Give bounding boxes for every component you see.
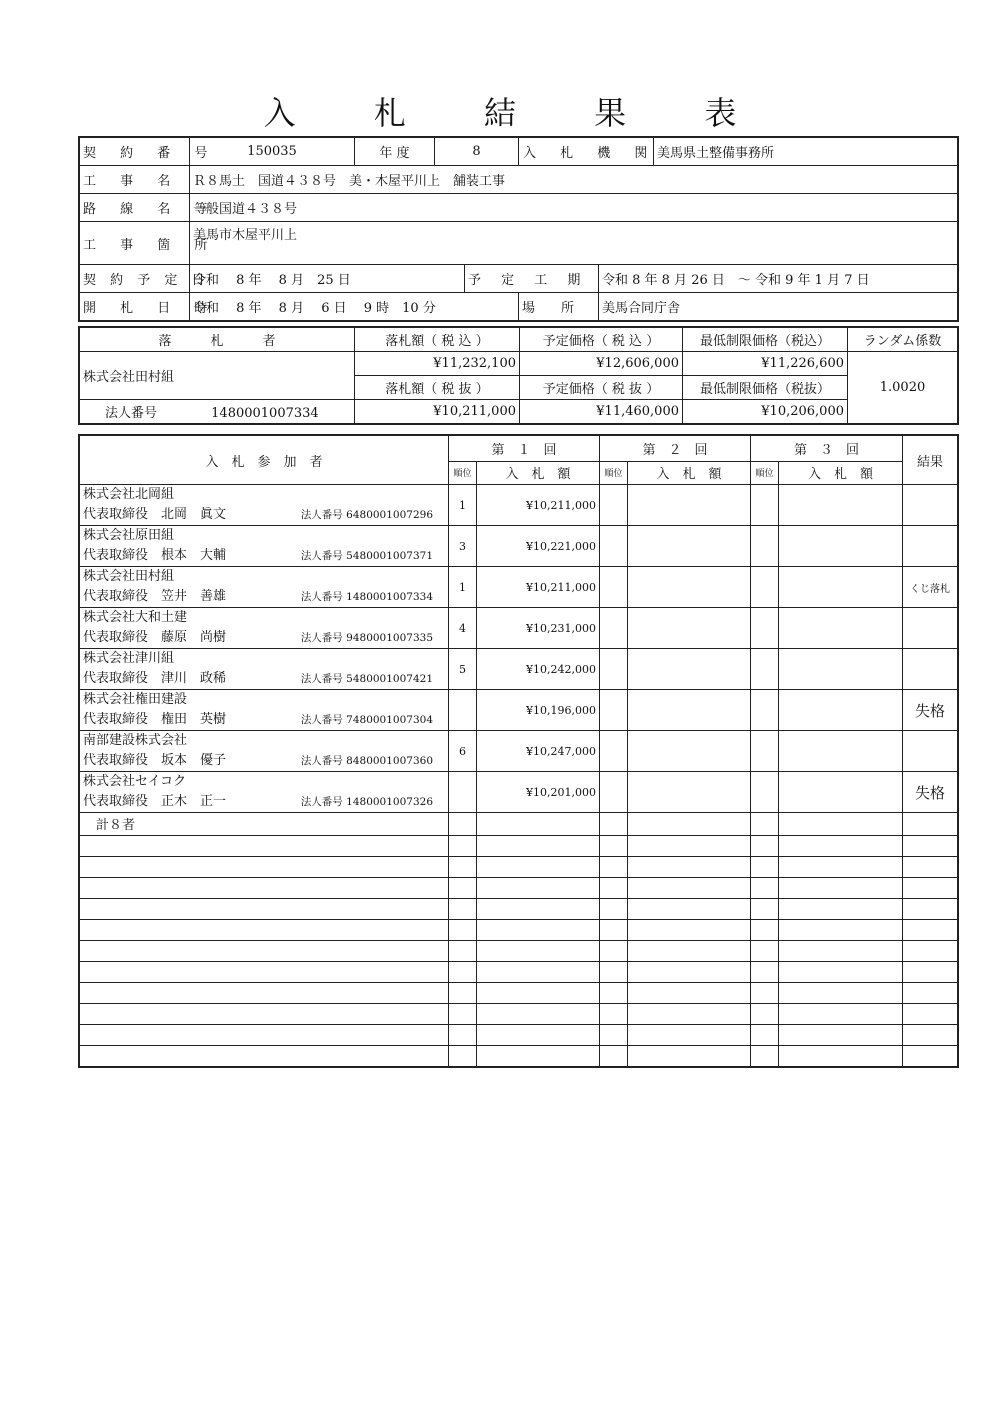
empty-cell [477,899,600,920]
round2-amount [628,526,751,567]
min-tax-in-label: 最低制限価格（税込） [683,328,848,352]
empty-cell [779,1004,903,1025]
empty-cell [477,962,600,983]
empty-cell [751,962,779,983]
representative: 代表取締役 根本 大輔 [83,548,227,563]
empty-cell [628,899,751,920]
period: 令和 8 年 8 月 26 日 ～ 令和 9 年 1 月 7 日 [599,265,958,293]
round3-rank [751,567,779,608]
round1-rank: 6 [449,731,477,772]
round1-amount: ¥10,201,000 [477,772,600,813]
amount-label-3: 入 札 額 [779,461,903,484]
representative: 代表取締役 坂本 優子 [83,753,227,768]
empty-cell [80,836,449,857]
representative: 代表取締役 津川 政稀 [83,671,227,686]
representative: 代表取締役 笠井 善雄 [83,589,227,604]
round2-amount [628,485,751,526]
round1-rank [449,690,477,731]
empty-cell [628,1004,751,1025]
empty-cell [903,836,958,857]
opening-datetime: 令和 8 年 8 月 6 日 9 時 10 分 [190,293,519,321]
round2-rank [600,485,628,526]
round2-rank [600,649,628,690]
year-label: 年 度 [355,138,435,166]
empty-cell [751,878,779,899]
contract-date: 令和 8 年 8 月 25 日 [190,265,465,293]
route: 一般国道４３８号 [190,194,958,222]
round2-label: 第 ２ 回 [600,436,751,462]
participant-cell [80,731,449,772]
min-tax-ex-label: 最低制限価格（税抜） [683,376,848,400]
random-coefficient: 1.0020 [848,352,958,424]
table-row [80,608,958,649]
empty-cell [751,836,779,857]
bid-table [79,435,958,1067]
round2-rank [600,567,628,608]
round1-amount: ¥10,247,000 [477,731,600,772]
empty-cell [600,962,628,983]
round3-amount [779,649,903,690]
round1-amount: ¥10,196,000 [477,690,600,731]
opening-label: 開 札 日 時 [80,293,190,321]
empty-cell [449,1004,477,1025]
empty-cell [449,983,477,1004]
empty-cell [600,1025,628,1046]
empty-cell [80,983,449,1004]
round3-rank [751,690,779,731]
participant-cell [80,649,449,690]
company-name: 株式会社北岡組 [83,487,175,502]
round2-rank [600,772,628,813]
empty-cell [779,899,903,920]
corp-number: 法人番号 6480001007296 [300,509,433,521]
result-cell [903,485,958,526]
empty-row [80,899,958,920]
route-label: 路 線 名 等 [80,194,190,222]
round3-rank [751,649,779,690]
empty-cell [903,1004,958,1025]
empty-row [80,1025,958,1046]
result-cell [903,608,958,649]
participant-cell [80,526,449,567]
empty-cell [80,962,449,983]
empty-cell [903,857,958,878]
participant-cell [80,690,449,731]
representative: 代表取締役 藤原 尚樹 [83,630,227,645]
corp-no-label: 法人番号 [105,406,158,421]
empty-cell [600,857,628,878]
empty-cell [628,1046,751,1067]
empty-cell [903,983,958,1004]
empty-cell [751,857,779,878]
empty-cell [628,1025,751,1046]
empty-row [80,962,958,983]
result-cell: 失格 [903,772,958,813]
participant-cell [80,485,449,526]
empty-cell [751,899,779,920]
empty-cell [751,920,779,941]
company-name: 株式会社原田組 [83,528,175,543]
empty-cell [477,1046,600,1067]
round1-rank [449,772,477,813]
round1-rank: 5 [449,649,477,690]
empty-cell [628,983,751,1004]
table-row [80,690,958,731]
header-table [79,137,958,321]
empty-cell [80,878,449,899]
result-cell: 失格 [903,690,958,731]
period-label: 予 定 工 期 [465,265,599,293]
empty-row [80,1004,958,1025]
round3-rank [751,485,779,526]
bid-tax-ex-label: 落札額（ 税 抜 ） [355,376,520,400]
min-tax-ex: ¥10,206,000 [683,400,848,424]
round1-amount: ¥10,211,000 [477,485,600,526]
empty-cell [80,1004,449,1025]
empty-cell [903,1046,958,1067]
empty-cell [600,920,628,941]
empty-cell [600,1004,628,1025]
empty-cell [449,836,477,857]
location-label: 工 事 箇 所 [80,222,190,265]
rank-label-1: 順位 [449,461,477,484]
round3-rank [751,731,779,772]
empty-cell [628,941,751,962]
empty-cell [628,920,751,941]
company-name: 株式会社セイコク [83,774,187,789]
empty-cell [600,899,628,920]
round3-rank [751,772,779,813]
place-label: 場 所 [519,293,599,321]
empty-cell [779,836,903,857]
empty-cell [779,878,903,899]
empty-cell [903,962,958,983]
company-name: 株式会社権田建設 [83,692,188,707]
work-name-label: 工 事 名 [80,166,190,194]
round2-rank [600,731,628,772]
agency-label: 入 札 機 関 [519,138,654,166]
empty-cell [779,857,903,878]
planned-tax-in-label: 予定価格（ 税 込 ） [520,328,683,352]
participant-cell [80,567,449,608]
representative: 代表取締役 北岡 眞文 [83,507,227,522]
round1-amount: ¥10,242,000 [477,649,600,690]
round1-amount: ¥10,221,000 [477,526,600,567]
planned-tax-ex-label: 予定価格（ 税 抜 ） [520,376,683,400]
result-cell [903,649,958,690]
empty-row [80,857,958,878]
round2-amount [628,690,751,731]
empty-cell [477,1004,600,1025]
empty-cell [600,878,628,899]
empty-cell [477,878,600,899]
round3-amount [779,690,903,731]
location: 美馬市木屋平川上 [190,222,958,265]
empty-cell [903,813,958,836]
empty-cell [449,857,477,878]
contract-date-label: 契 約 予 定 日 [80,265,190,293]
round3-amount [779,772,903,813]
empty-cell [477,857,600,878]
place: 美馬合同庁舎 [599,293,958,321]
corp-number: 法人番号 7480001007304 [300,714,433,726]
round2-rank [600,526,628,567]
round1-rank: 1 [449,567,477,608]
planned-tax-ex: ¥11,460,000 [520,400,683,424]
empty-cell [628,836,751,857]
empty-cell [449,1046,477,1067]
table-row [80,649,958,690]
min-tax-in: ¥11,226,600 [683,352,848,376]
award-table [79,327,958,424]
company-name: 株式会社田村組 [83,569,175,584]
corp-no: 1480001007334 [211,406,319,421]
empty-cell [449,1025,477,1046]
corp-number: 法人番号 5480001007421 [300,673,433,685]
empty-cell [449,920,477,941]
empty-cell [628,857,751,878]
agency: 美馬県土整備事務所 [654,138,958,166]
round2-amount [628,608,751,649]
round2-rank [600,690,628,731]
corp-number: 法人番号 1480001007326 [300,796,433,808]
empty-cell [449,878,477,899]
round1-rank: 3 [449,526,477,567]
table-row [80,526,958,567]
planned-tax-in: ¥12,606,000 [520,352,683,376]
rank-label-2: 順位 [600,461,628,484]
round2-rank [600,608,628,649]
round2-amount [628,731,751,772]
round2-amount [628,772,751,813]
round3-amount [779,567,903,608]
empty-cell [80,857,449,878]
empty-cell [600,813,628,836]
corp-number: 法人番号 9480001007335 [300,632,433,644]
empty-cell [779,962,903,983]
empty-row [80,836,958,857]
empty-cell [751,941,779,962]
empty-cell [80,941,449,962]
empty-row [80,920,958,941]
empty-cell [751,1025,779,1046]
empty-cell [80,920,449,941]
round2-amount [628,567,751,608]
empty-cell [779,1025,903,1046]
empty-cell [903,920,958,941]
round1-label: 第 １ 回 [449,436,600,462]
winner-label: 落 札 者 [80,328,355,352]
result-cell [903,731,958,772]
rank-label-3: 順位 [751,461,779,484]
table-row [80,567,958,608]
participant-cell [80,772,449,813]
empty-cell [477,836,600,857]
winner-name: 株式会社田村組 [80,352,355,400]
representative: 代表取締役 正木 正一 [83,794,227,809]
round2-amount [628,649,751,690]
table-row [80,731,958,772]
result-label: 結果 [903,436,958,485]
total-count: 計８者 [80,813,449,836]
empty-row [80,878,958,899]
result-cell [903,526,958,567]
company-name: 株式会社大和土建 [83,610,188,625]
empty-cell [477,813,600,836]
empty-cell [779,941,903,962]
empty-cell [751,813,779,836]
empty-cell [779,1046,903,1067]
table-row [80,772,958,813]
empty-cell [449,962,477,983]
corp-number: 法人番号 8480001007360 [300,755,433,767]
empty-row [80,1046,958,1067]
work-name: Ｒ８馬土 国道４３８号 美・木屋平川上 舗装工事 [190,166,958,194]
empty-cell [449,813,477,836]
amount-label-1: 入 札 額 [477,461,600,484]
empty-cell [751,1004,779,1025]
contract-no-label: 契 約 番 号 [80,138,190,166]
round3-amount [779,485,903,526]
round3-amount [779,526,903,567]
empty-cell [477,983,600,1004]
round3-amount [779,731,903,772]
empty-cell [628,878,751,899]
empty-cell [477,920,600,941]
empty-cell [779,983,903,1004]
bid-tax-in-label: 落札額（ 税 込 ） [355,328,520,352]
empty-cell [628,813,751,836]
empty-row [80,983,958,1004]
round1-amount: ¥10,211,000 [477,567,600,608]
table-row [80,485,958,526]
winner-corp-no [80,400,355,424]
empty-cell [903,941,958,962]
contract-no: 150035 [190,138,355,166]
page-title: 入 札 結 果 表 [263,94,771,132]
empty-cell [600,1046,628,1067]
corp-number: 法人番号 1480001007334 [300,591,433,603]
result-cell: くじ落札 [903,567,958,608]
total-row [80,813,958,836]
participant-cell [80,608,449,649]
empty-cell [449,941,477,962]
participants-label: 入 札 参 加 者 [80,436,449,485]
empty-cell [903,1025,958,1046]
empty-cell [751,1046,779,1067]
round1-rank: 1 [449,485,477,526]
empty-row [80,941,958,962]
representative: 代表取締役 権田 英樹 [83,712,227,727]
empty-cell [600,941,628,962]
empty-cell [477,941,600,962]
round3-rank [751,526,779,567]
empty-cell [449,899,477,920]
company-name: 株式会社津川組 [83,651,175,666]
round3-amount [779,608,903,649]
empty-cell [80,1046,449,1067]
empty-cell [751,983,779,1004]
company-name: 南部建設株式会社 [83,733,188,748]
empty-cell [600,836,628,857]
empty-cell [80,1025,449,1046]
empty-cell [903,878,958,899]
corp-number: 法人番号 5480001007371 [300,550,433,562]
round1-rank: 4 [449,608,477,649]
round3-rank [751,608,779,649]
empty-cell [903,899,958,920]
empty-cell [477,1025,600,1046]
empty-cell [779,920,903,941]
empty-cell [779,813,903,836]
round3-label: 第 ３ 回 [751,436,903,462]
bid-tax-in: ¥11,232,100 [355,352,520,376]
year: 8 [435,138,519,166]
empty-cell [80,899,449,920]
bid-tax-ex: ¥10,211,000 [355,400,520,424]
round1-amount: ¥10,231,000 [477,608,600,649]
empty-cell [628,962,751,983]
random-label: ランダム係数 [848,328,958,352]
empty-cell [600,983,628,1004]
amount-label-2: 入 札 額 [628,461,751,484]
